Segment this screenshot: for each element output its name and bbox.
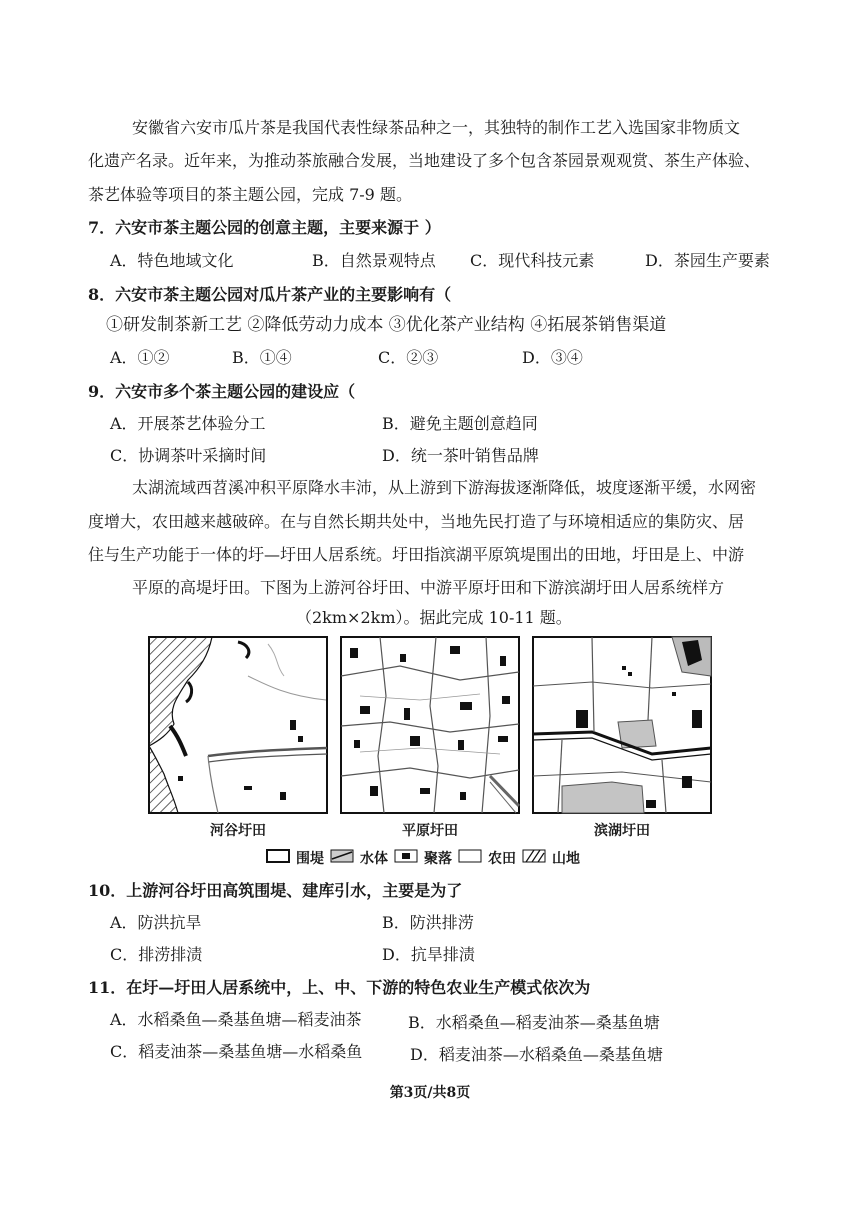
map-valley — [148, 636, 328, 814]
q7-stem: 7．六安市茶主题公园的创意主题，主要来源于 ） — [88, 218, 441, 237]
legend-settlement: 聚落 — [424, 851, 452, 867]
mountain-legend-icon — [522, 849, 546, 867]
q9-stem: 9．六安市多个茶主题公园的建设应（ — [88, 382, 356, 401]
q8-option-b: B．①④ — [232, 348, 292, 367]
legend-water: 水体 — [360, 851, 388, 867]
page-number: 第3页/共8页 — [389, 1085, 471, 1101]
q10-option-d: D．抗旱排渍 — [382, 945, 475, 964]
settlement-legend-icon — [394, 849, 418, 867]
figure-legend — [266, 848, 580, 868]
q8-option-c: C．②③ — [378, 348, 439, 367]
q8-option-d: D．③④ — [522, 348, 583, 367]
map-plain — [340, 636, 520, 814]
water-legend-icon — [330, 849, 354, 867]
intro2-line-5: （2km×2km）。据此完成 10-11 题。 — [296, 608, 572, 627]
q11-option-d: D．稻麦油茶—水稻桑鱼—桑基鱼塘 — [410, 1045, 663, 1064]
q7-option-d: D．茶园生产要素 — [645, 251, 770, 270]
intro2-line-2: 度增大，农田越来越破碎。在与自然长期共处中，当地先民打造了与环境相适应的集防灾、居 — [88, 512, 745, 531]
levee-legend-icon — [266, 849, 290, 867]
legend-levee: 围堤 — [296, 851, 324, 867]
q8-items: ①研发制茶新工艺 ②降低劳动力成本 ③优化茶产业结构 ④拓展茶销售渠道 — [106, 315, 667, 335]
q7-option-a: A．特色地域文化 — [110, 251, 234, 270]
q9-option-a: A．开展茶艺体验分工 — [110, 414, 266, 433]
q10-option-c: C．排涝排渍 — [110, 945, 203, 964]
intro2-line-4: 平原的高堤圩田。下图为上游河谷圩田、中游平原圩田和下游滨湖圩田人居系统样方 — [132, 578, 725, 597]
q8-option-a: A．①② — [110, 348, 170, 367]
q11-stem: 11．在圩—圩田人居系统中，上、中、下游的特色农业生产模式依次为 — [88, 978, 591, 997]
q11-option-b: B．水稻桑鱼—稻麦油茶—桑基鱼塘 — [408, 1013, 660, 1032]
q7-option-c: C．现代科技元素 — [470, 251, 595, 270]
farmland-legend-icon — [458, 849, 482, 867]
intro1-line-3: 茶艺体验等项目的茶主题公园，完成 7-9 题。 — [88, 185, 412, 204]
intro1-line-1: 安徽省六安市瓜片茶是我国代表性绿茶品种之一，其独特的制作工艺入选国家非物质文 — [132, 118, 741, 137]
q11-option-c: C．稻麦油茶—桑基鱼塘—水稻桑鱼 — [110, 1042, 363, 1061]
q11-option-a: A．水稻桑鱼—桑基鱼塘—稻麦油茶 — [110, 1010, 362, 1029]
intro1-line-2: 化遗产名录。近年来，为推动茶旅融合发展，当地建设了多个包含茶园景观观赏、茶生产体验、 — [88, 151, 761, 170]
q10-option-b: B．防洪排涝 — [382, 913, 474, 932]
q10-stem: 10．上游河谷圩田高筑围堤、建库引水，主要是为了 — [88, 881, 463, 900]
q10-option-a: A．防洪抗旱 — [110, 913, 202, 932]
intro2-line-1: 太湖流域西苕溪冲积平原降水丰沛，从上游到下游海拔逐渐降低，坡度逐渐平缓，水网密 — [132, 478, 757, 497]
q9-option-b: B．避免主题创意趋同 — [382, 414, 538, 433]
caption-plain: 平原圩田 — [402, 823, 458, 839]
q9-option-c: C．协调茶叶采摘时间 — [110, 446, 267, 465]
legend-farmland: 农田 — [488, 851, 516, 867]
caption-valley: 河谷圩田 — [210, 823, 266, 839]
legend-mountain: 山地 — [552, 851, 580, 867]
figure-maps — [148, 636, 718, 841]
map-lakeside — [532, 636, 712, 814]
q9-option-d: D．统一茶叶销售品牌 — [382, 446, 539, 465]
q7-option-b: B．自然景观特点 — [312, 251, 436, 270]
q8-stem: 8．六安市茶主题公园对瓜片茶产业的主要影响有（ — [88, 285, 452, 304]
intro2-line-3: 住与生产功能于一体的圩—圩田人居系统。圩田指滨湖平原筑堤围出的田地，圩田是上、中游 — [88, 545, 745, 564]
caption-lakeside: 滨湖圩田 — [594, 823, 650, 839]
